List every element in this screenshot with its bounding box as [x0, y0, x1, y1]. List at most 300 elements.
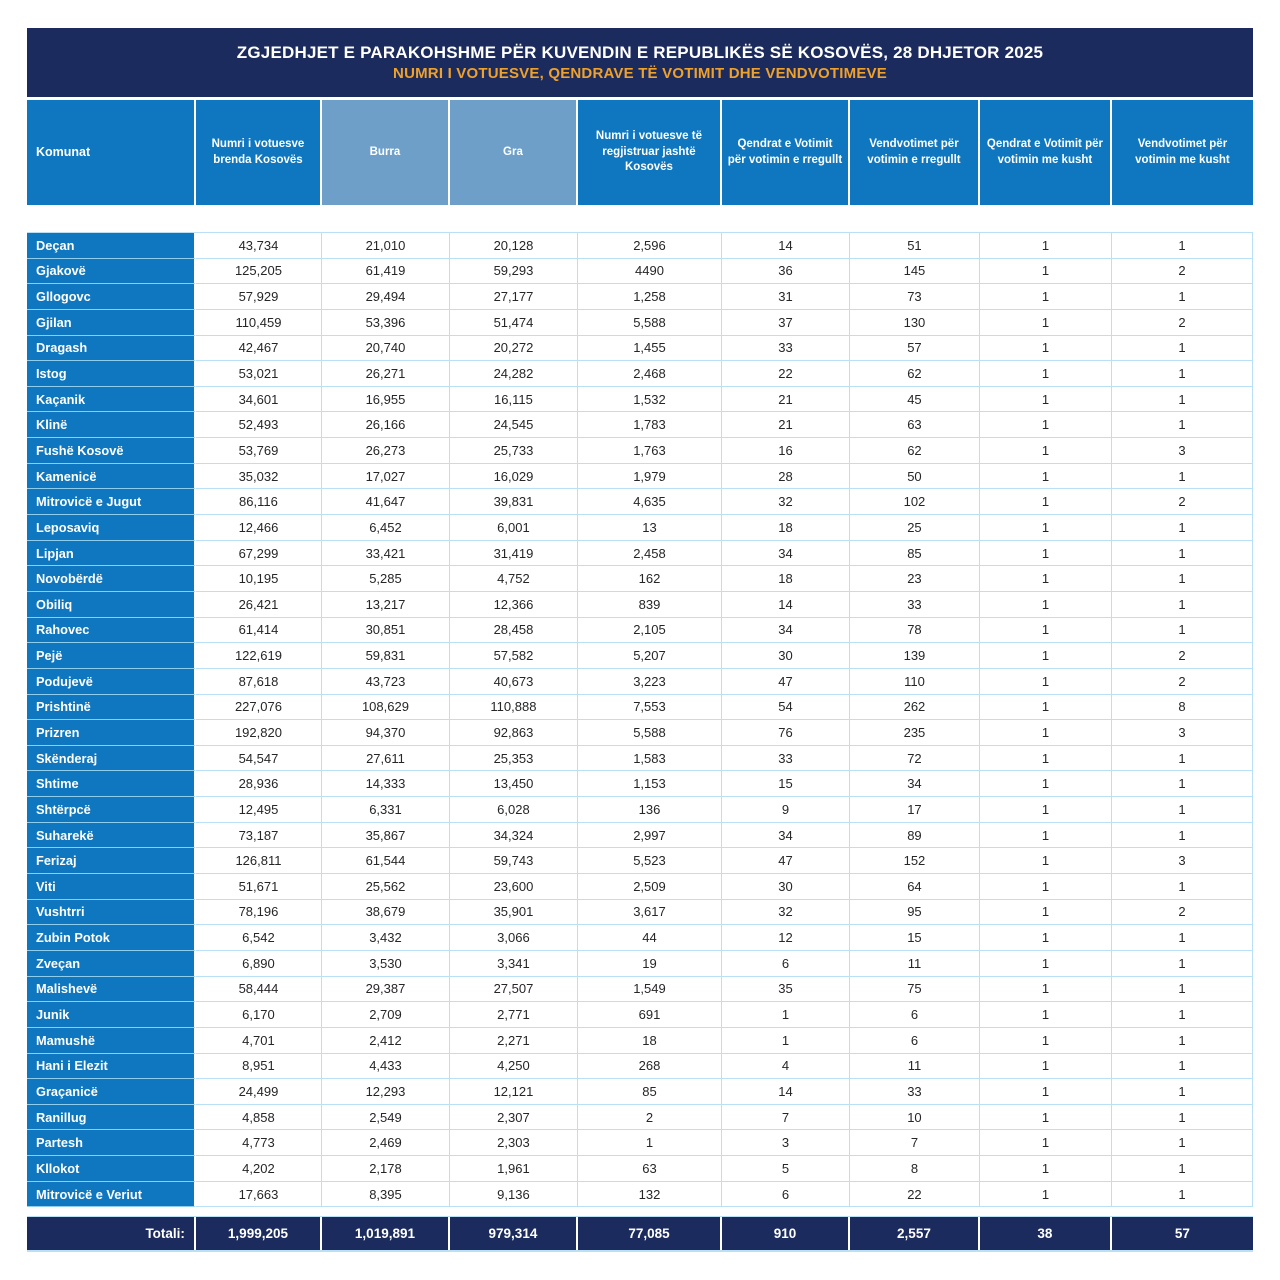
municipality-name: Podujevë: [27, 669, 196, 695]
municipality-name: Pejë: [27, 643, 196, 669]
cell-voting-centers-regular: 4: [722, 1054, 850, 1080]
cell-men: 59,831: [322, 643, 450, 669]
table-row: [27, 515, 1253, 541]
cell-voters-abroad: 13: [578, 515, 722, 541]
table-row: [27, 1156, 1253, 1182]
cell-voters-inside: 28,936: [196, 771, 322, 797]
cell-voting-centers-regular: 33: [722, 336, 850, 362]
cell-voters-inside: 53,021: [196, 361, 322, 387]
cell-voting-centers-regular: 54: [722, 695, 850, 721]
cell-voting-centers-conditional: 1: [980, 515, 1112, 541]
total-voters-inside: 1,999,205: [196, 1217, 322, 1250]
cell-polling-stations-regular: 10: [850, 1105, 980, 1131]
table-row: [27, 977, 1253, 1003]
cell-women: 3,341: [450, 951, 578, 977]
cell-men: 6,331: [322, 797, 450, 823]
cell-men: 13,217: [322, 592, 450, 618]
cell-polling-stations-regular: 33: [850, 1079, 980, 1105]
cell-voters-inside: 4,773: [196, 1130, 322, 1156]
cell-men: 14,333: [322, 771, 450, 797]
municipality-name: Deçan: [27, 233, 196, 259]
cell-polling-stations-regular: 63: [850, 412, 980, 438]
cell-voters-abroad: 44: [578, 925, 722, 951]
cell-voters-abroad: 7,553: [578, 695, 722, 721]
cell-women: 27,507: [450, 977, 578, 1003]
cell-polling-stations-conditional: 1: [1112, 233, 1253, 259]
cell-polling-stations-regular: 95: [850, 900, 980, 926]
cell-men: 12,293: [322, 1079, 450, 1105]
cell-polling-stations-conditional: 1: [1112, 515, 1253, 541]
cell-women: 92,863: [450, 720, 578, 746]
cell-polling-stations-conditional: 1: [1112, 1054, 1253, 1080]
cell-women: 40,673: [450, 669, 578, 695]
table-row: [27, 387, 1253, 413]
column-header-polling-stations-regular: Vendvotimet për votimin e rregullt: [850, 100, 980, 205]
table-row: [27, 925, 1253, 951]
cell-voting-centers-regular: 32: [722, 900, 850, 926]
cell-voters-abroad: 3,617: [578, 900, 722, 926]
cell-polling-stations-conditional: 3: [1112, 848, 1253, 874]
title-bar: [27, 28, 1253, 97]
cell-voters-abroad: 4490: [578, 259, 722, 285]
table-row: [27, 284, 1253, 310]
cell-polling-stations-conditional: 1: [1112, 746, 1253, 772]
cell-polling-stations-conditional: 2: [1112, 643, 1253, 669]
cell-women: 24,282: [450, 361, 578, 387]
cell-polling-stations-conditional: 1: [1112, 1130, 1253, 1156]
cell-voters-inside: 42,467: [196, 336, 322, 362]
cell-voting-centers-regular: 21: [722, 387, 850, 413]
cell-women: 16,115: [450, 387, 578, 413]
cell-polling-stations-regular: 139: [850, 643, 980, 669]
cell-women: 12,121: [450, 1079, 578, 1105]
cell-men: 6,452: [322, 515, 450, 541]
cell-voting-centers-regular: 47: [722, 848, 850, 874]
cell-women: 24,545: [450, 412, 578, 438]
cell-voters-abroad: 5,588: [578, 720, 722, 746]
cell-voters-abroad: 5,588: [578, 310, 722, 336]
cell-voting-centers-conditional: 1: [980, 618, 1112, 644]
cell-voting-centers-conditional: 1: [980, 1182, 1112, 1208]
municipality-name: Hani i Elezit: [27, 1054, 196, 1080]
cell-voting-centers-conditional: 1: [980, 541, 1112, 567]
cell-voters-abroad: 18: [578, 1028, 722, 1054]
cell-voting-centers-regular: 76: [722, 720, 850, 746]
cell-voting-centers-conditional: 1: [980, 925, 1112, 951]
cell-voters-abroad: 2,596: [578, 233, 722, 259]
cell-women: 25,353: [450, 746, 578, 772]
cell-women: 16,029: [450, 464, 578, 490]
cell-men: 3,530: [322, 951, 450, 977]
cell-voters-abroad: 1,583: [578, 746, 722, 772]
cell-voting-centers-conditional: 1: [980, 1130, 1112, 1156]
cell-voters-abroad: 2,509: [578, 874, 722, 900]
municipality-name: Ranillug: [27, 1105, 196, 1131]
cell-polling-stations-regular: 25: [850, 515, 980, 541]
cell-voters-abroad: 19: [578, 951, 722, 977]
cell-voting-centers-regular: 28: [722, 464, 850, 490]
cell-voters-inside: 4,858: [196, 1105, 322, 1131]
table-row: [27, 695, 1253, 721]
table-row: [27, 361, 1253, 387]
cell-polling-stations-regular: 62: [850, 361, 980, 387]
cell-voting-centers-regular: 35: [722, 977, 850, 1003]
cell-voting-centers-conditional: 1: [980, 361, 1112, 387]
cell-women: 6,001: [450, 515, 578, 541]
municipality-name: Skënderaj: [27, 746, 196, 772]
cell-polling-stations-conditional: 1: [1112, 566, 1253, 592]
cell-voting-centers-conditional: 1: [980, 284, 1112, 310]
municipality-name: Mitrovicë e Veriut: [27, 1182, 196, 1208]
cell-polling-stations-conditional: 3: [1112, 720, 1253, 746]
table-row: [27, 336, 1253, 362]
cell-polling-stations-conditional: 2: [1112, 489, 1253, 515]
cell-polling-stations-conditional: 1: [1112, 823, 1253, 849]
cell-voters-inside: 227,076: [196, 695, 322, 721]
cell-women: 6,028: [450, 797, 578, 823]
cell-voters-inside: 51,671: [196, 874, 322, 900]
municipality-name: Mitrovicë e Jugut: [27, 489, 196, 515]
total-voting-centers-conditional: 38: [980, 1217, 1112, 1250]
cell-women: 2,271: [450, 1028, 578, 1054]
cell-voters-abroad: 2,468: [578, 361, 722, 387]
cell-voting-centers-conditional: 1: [980, 643, 1112, 669]
cell-voting-centers-regular: 1: [722, 1028, 850, 1054]
cell-men: 26,166: [322, 412, 450, 438]
cell-polling-stations-conditional: 1: [1112, 284, 1253, 310]
cell-men: 26,273: [322, 438, 450, 464]
cell-voters-inside: 110,459: [196, 310, 322, 336]
municipality-name: Prizren: [27, 720, 196, 746]
cell-polling-stations-regular: 57: [850, 336, 980, 362]
cell-voters-inside: 125,205: [196, 259, 322, 285]
municipality-name: Ferizaj: [27, 848, 196, 874]
municipality-name: Zubin Potok: [27, 925, 196, 951]
cell-voting-centers-regular: 31: [722, 284, 850, 310]
cell-voters-abroad: 3,223: [578, 669, 722, 695]
cell-voting-centers-regular: 7: [722, 1105, 850, 1131]
cell-women: 35,901: [450, 900, 578, 926]
cell-voting-centers-conditional: 1: [980, 746, 1112, 772]
cell-voting-centers-regular: 9: [722, 797, 850, 823]
cell-men: 61,419: [322, 259, 450, 285]
cell-polling-stations-regular: 75: [850, 977, 980, 1003]
cell-voting-centers-conditional: 1: [980, 387, 1112, 413]
table-row: [27, 746, 1253, 772]
cell-voters-inside: 6,542: [196, 925, 322, 951]
cell-polling-stations-regular: 145: [850, 259, 980, 285]
municipality-name: Lipjan: [27, 541, 196, 567]
cell-voting-centers-conditional: 1: [980, 771, 1112, 797]
municipality-name: Fushë Kosovë: [27, 438, 196, 464]
column-header-burra: Burra: [322, 100, 450, 205]
total-polling-stations-regular: 2,557: [850, 1217, 980, 1250]
cell-voting-centers-conditional: 1: [980, 464, 1112, 490]
cell-voters-inside: 52,493: [196, 412, 322, 438]
cell-women: 57,582: [450, 643, 578, 669]
cell-voting-centers-regular: 12: [722, 925, 850, 951]
cell-polling-stations-regular: 85: [850, 541, 980, 567]
cell-men: 2,709: [322, 1002, 450, 1028]
cell-polling-stations-regular: 72: [850, 746, 980, 772]
cell-voters-abroad: 2,458: [578, 541, 722, 567]
cell-voting-centers-regular: 6: [722, 951, 850, 977]
cell-voters-abroad: 268: [578, 1054, 722, 1080]
municipality-name: Graçanicë: [27, 1079, 196, 1105]
table-row: [27, 259, 1253, 285]
cell-women: 34,324: [450, 823, 578, 849]
cell-voters-abroad: 1,549: [578, 977, 722, 1003]
cell-men: 108,629: [322, 695, 450, 721]
cell-polling-stations-conditional: 1: [1112, 1002, 1253, 1028]
cell-voters-abroad: 2: [578, 1105, 722, 1131]
cell-men: 4,433: [322, 1054, 450, 1080]
column-header-komunat: Komunat: [27, 100, 196, 205]
cell-voters-abroad: 691: [578, 1002, 722, 1028]
cell-women: 2,303: [450, 1130, 578, 1156]
column-header-voters-inside: Numri i votuesve brenda Kosovës: [196, 100, 322, 205]
cell-polling-stations-regular: 6: [850, 1002, 980, 1028]
cell-voters-abroad: 2,105: [578, 618, 722, 644]
cell-voting-centers-conditional: 1: [980, 1028, 1112, 1054]
column-header-voting-centers-regular: Qendrat e Votimit për votimin e rregullt: [722, 100, 850, 205]
cell-voting-centers-conditional: 1: [980, 977, 1112, 1003]
cell-polling-stations-conditional: 1: [1112, 925, 1253, 951]
cell-voting-centers-conditional: 1: [980, 489, 1112, 515]
cell-men: 30,851: [322, 618, 450, 644]
cell-polling-stations-regular: 110: [850, 669, 980, 695]
cell-voting-centers-regular: 34: [722, 618, 850, 644]
cell-voting-centers-regular: 33: [722, 746, 850, 772]
cell-women: 3,066: [450, 925, 578, 951]
cell-voting-centers-regular: 21: [722, 412, 850, 438]
cell-polling-stations-conditional: 1: [1112, 361, 1253, 387]
cell-voters-abroad: 1,979: [578, 464, 722, 490]
cell-voters-inside: 192,820: [196, 720, 322, 746]
cell-polling-stations-regular: 62: [850, 438, 980, 464]
cell-polling-stations-regular: 6: [850, 1028, 980, 1054]
cell-polling-stations-conditional: 1: [1112, 874, 1253, 900]
cell-polling-stations-conditional: 2: [1112, 259, 1253, 285]
cell-men: 20,740: [322, 336, 450, 362]
column-header-voters-abroad: Numri i votuesve të regjistruar jashtë Kosovës: [578, 100, 722, 205]
table-row: [27, 592, 1253, 618]
cell-voting-centers-regular: 22: [722, 361, 850, 387]
cell-voters-inside: 6,170: [196, 1002, 322, 1028]
table-row: [27, 541, 1253, 567]
totals-row: [27, 1216, 1253, 1252]
cell-women: 20,272: [450, 336, 578, 362]
cell-women: 25,733: [450, 438, 578, 464]
municipality-name: Gllogovc: [27, 284, 196, 310]
cell-voters-inside: 58,444: [196, 977, 322, 1003]
cell-voting-centers-conditional: 1: [980, 797, 1112, 823]
cell-men: 2,549: [322, 1105, 450, 1131]
cell-polling-stations-regular: 78: [850, 618, 980, 644]
cell-men: 41,647: [322, 489, 450, 515]
cell-men: 5,285: [322, 566, 450, 592]
cell-polling-stations-regular: 15: [850, 925, 980, 951]
cell-voting-centers-conditional: 1: [980, 438, 1112, 464]
cell-polling-stations-regular: 17: [850, 797, 980, 823]
table-row: [27, 618, 1253, 644]
table-row: [27, 823, 1253, 849]
cell-voting-centers-regular: 18: [722, 566, 850, 592]
cell-men: 33,421: [322, 541, 450, 567]
cell-voters-abroad: 1,763: [578, 438, 722, 464]
table-row: [27, 489, 1253, 515]
cell-men: 29,387: [322, 977, 450, 1003]
cell-men: 17,027: [322, 464, 450, 490]
cell-voters-inside: 24,499: [196, 1079, 322, 1105]
cell-voters-inside: 87,618: [196, 669, 322, 695]
cell-women: 28,458: [450, 618, 578, 644]
cell-voters-inside: 34,601: [196, 387, 322, 413]
cell-voters-inside: 35,032: [196, 464, 322, 490]
table-row: [27, 669, 1253, 695]
cell-voting-centers-regular: 14: [722, 233, 850, 259]
table-row: [27, 1054, 1253, 1080]
cell-polling-stations-conditional: 1: [1112, 618, 1253, 644]
cell-voting-centers-conditional: 1: [980, 259, 1112, 285]
table-row: [27, 566, 1253, 592]
cell-polling-stations-regular: 33: [850, 592, 980, 618]
cell-voters-inside: 43,734: [196, 233, 322, 259]
cell-voting-centers-regular: 14: [722, 592, 850, 618]
cell-voters-inside: 53,769: [196, 438, 322, 464]
cell-polling-stations-regular: 11: [850, 951, 980, 977]
table-row: [27, 874, 1253, 900]
cell-men: 2,469: [322, 1130, 450, 1156]
table-row: [27, 438, 1253, 464]
cell-polling-stations-conditional: 1: [1112, 797, 1253, 823]
cell-voters-abroad: 63: [578, 1156, 722, 1182]
total-women: 979,314: [450, 1217, 578, 1250]
cell-polling-stations-conditional: 1: [1112, 464, 1253, 490]
cell-polling-stations-conditional: 1: [1112, 1156, 1253, 1182]
cell-voters-inside: 126,811: [196, 848, 322, 874]
cell-polling-stations-regular: 7: [850, 1130, 980, 1156]
municipality-name: Partesh: [27, 1130, 196, 1156]
cell-women: 9,136: [450, 1182, 578, 1208]
cell-voters-abroad: 85: [578, 1079, 722, 1105]
table-row: [27, 412, 1253, 438]
cell-men: 8,395: [322, 1182, 450, 1208]
cell-voting-centers-conditional: 1: [980, 336, 1112, 362]
cell-voting-centers-conditional: 1: [980, 951, 1112, 977]
cell-voters-abroad: 1,532: [578, 387, 722, 413]
cell-men: 2,412: [322, 1028, 450, 1054]
cell-polling-stations-regular: 64: [850, 874, 980, 900]
table-row: [27, 1002, 1253, 1028]
column-header-voting-centers-conditional: Qendrat e Votimit për votimin me kusht: [980, 100, 1112, 205]
table-row: [27, 900, 1253, 926]
cell-men: 2,178: [322, 1156, 450, 1182]
cell-men: 26,271: [322, 361, 450, 387]
total-voters-abroad: 77,085: [578, 1217, 722, 1250]
cell-voting-centers-regular: 37: [722, 310, 850, 336]
cell-voting-centers-regular: 18: [722, 515, 850, 541]
cell-voting-centers-conditional: 1: [980, 720, 1112, 746]
cell-voting-centers-conditional: 1: [980, 874, 1112, 900]
cell-voters-inside: 26,421: [196, 592, 322, 618]
municipality-name: Gjilan: [27, 310, 196, 336]
municipality-name: Malishevë: [27, 977, 196, 1003]
cell-voters-abroad: 162: [578, 566, 722, 592]
table-row: [27, 1182, 1253, 1208]
municipality-name: Gjakovë: [27, 259, 196, 285]
cell-voting-centers-regular: 30: [722, 643, 850, 669]
cell-men: 25,562: [322, 874, 450, 900]
cell-voters-abroad: 839: [578, 592, 722, 618]
cell-polling-stations-conditional: 1: [1112, 541, 1253, 567]
municipality-name: Leposaviq: [27, 515, 196, 541]
cell-women: 39,831: [450, 489, 578, 515]
cell-voting-centers-conditional: 1: [980, 900, 1112, 926]
total-voting-centers-regular: 910: [722, 1217, 850, 1250]
column-header-polling-stations-conditional: Vendvotimet për votimin me kusht: [1112, 100, 1253, 205]
cell-voting-centers-regular: 47: [722, 669, 850, 695]
cell-voters-inside: 4,202: [196, 1156, 322, 1182]
cell-voters-inside: 12,495: [196, 797, 322, 823]
cell-polling-stations-conditional: 1: [1112, 592, 1253, 618]
cell-polling-stations-conditional: 1: [1112, 951, 1253, 977]
cell-polling-stations-regular: 262: [850, 695, 980, 721]
cell-women: 20,128: [450, 233, 578, 259]
cell-voting-centers-regular: 30: [722, 874, 850, 900]
cell-polling-stations-conditional: 8: [1112, 695, 1253, 721]
cell-polling-stations-regular: 50: [850, 464, 980, 490]
cell-men: 35,867: [322, 823, 450, 849]
cell-voting-centers-conditional: 1: [980, 669, 1112, 695]
cell-voting-centers-conditional: 1: [980, 310, 1112, 336]
cell-voters-inside: 86,116: [196, 489, 322, 515]
cell-voting-centers-conditional: 1: [980, 848, 1112, 874]
table-row: [27, 1130, 1253, 1156]
cell-voting-centers-conditional: 1: [980, 412, 1112, 438]
cell-voting-centers-conditional: 1: [980, 566, 1112, 592]
cell-voting-centers-regular: 5: [722, 1156, 850, 1182]
cell-voting-centers-regular: 16: [722, 438, 850, 464]
cell-polling-stations-regular: 34: [850, 771, 980, 797]
cell-women: 31,419: [450, 541, 578, 567]
municipality-name: Rahovec: [27, 618, 196, 644]
table-row: [27, 951, 1253, 977]
cell-voters-inside: 4,701: [196, 1028, 322, 1054]
table-row: [27, 233, 1253, 259]
cell-polling-stations-regular: 23: [850, 566, 980, 592]
cell-polling-stations-regular: 73: [850, 284, 980, 310]
cell-voting-centers-regular: 3: [722, 1130, 850, 1156]
cell-voting-centers-conditional: 1: [980, 233, 1112, 259]
cell-voting-centers-regular: 36: [722, 259, 850, 285]
cell-voters-inside: 57,929: [196, 284, 322, 310]
municipality-name: Suharekë: [27, 823, 196, 849]
cell-polling-stations-regular: 130: [850, 310, 980, 336]
cell-polling-stations-conditional: 1: [1112, 1028, 1253, 1054]
cell-polling-stations-regular: 102: [850, 489, 980, 515]
cell-women: 1,961: [450, 1156, 578, 1182]
cell-voting-centers-regular: 1: [722, 1002, 850, 1028]
cell-voters-inside: 10,195: [196, 566, 322, 592]
cell-voters-inside: 17,663: [196, 1182, 322, 1208]
cell-polling-stations-regular: 152: [850, 848, 980, 874]
cell-women: 27,177: [450, 284, 578, 310]
municipality-name: Dragash: [27, 336, 196, 362]
cell-men: 94,370: [322, 720, 450, 746]
cell-women: 23,600: [450, 874, 578, 900]
table-row: [27, 1105, 1253, 1131]
